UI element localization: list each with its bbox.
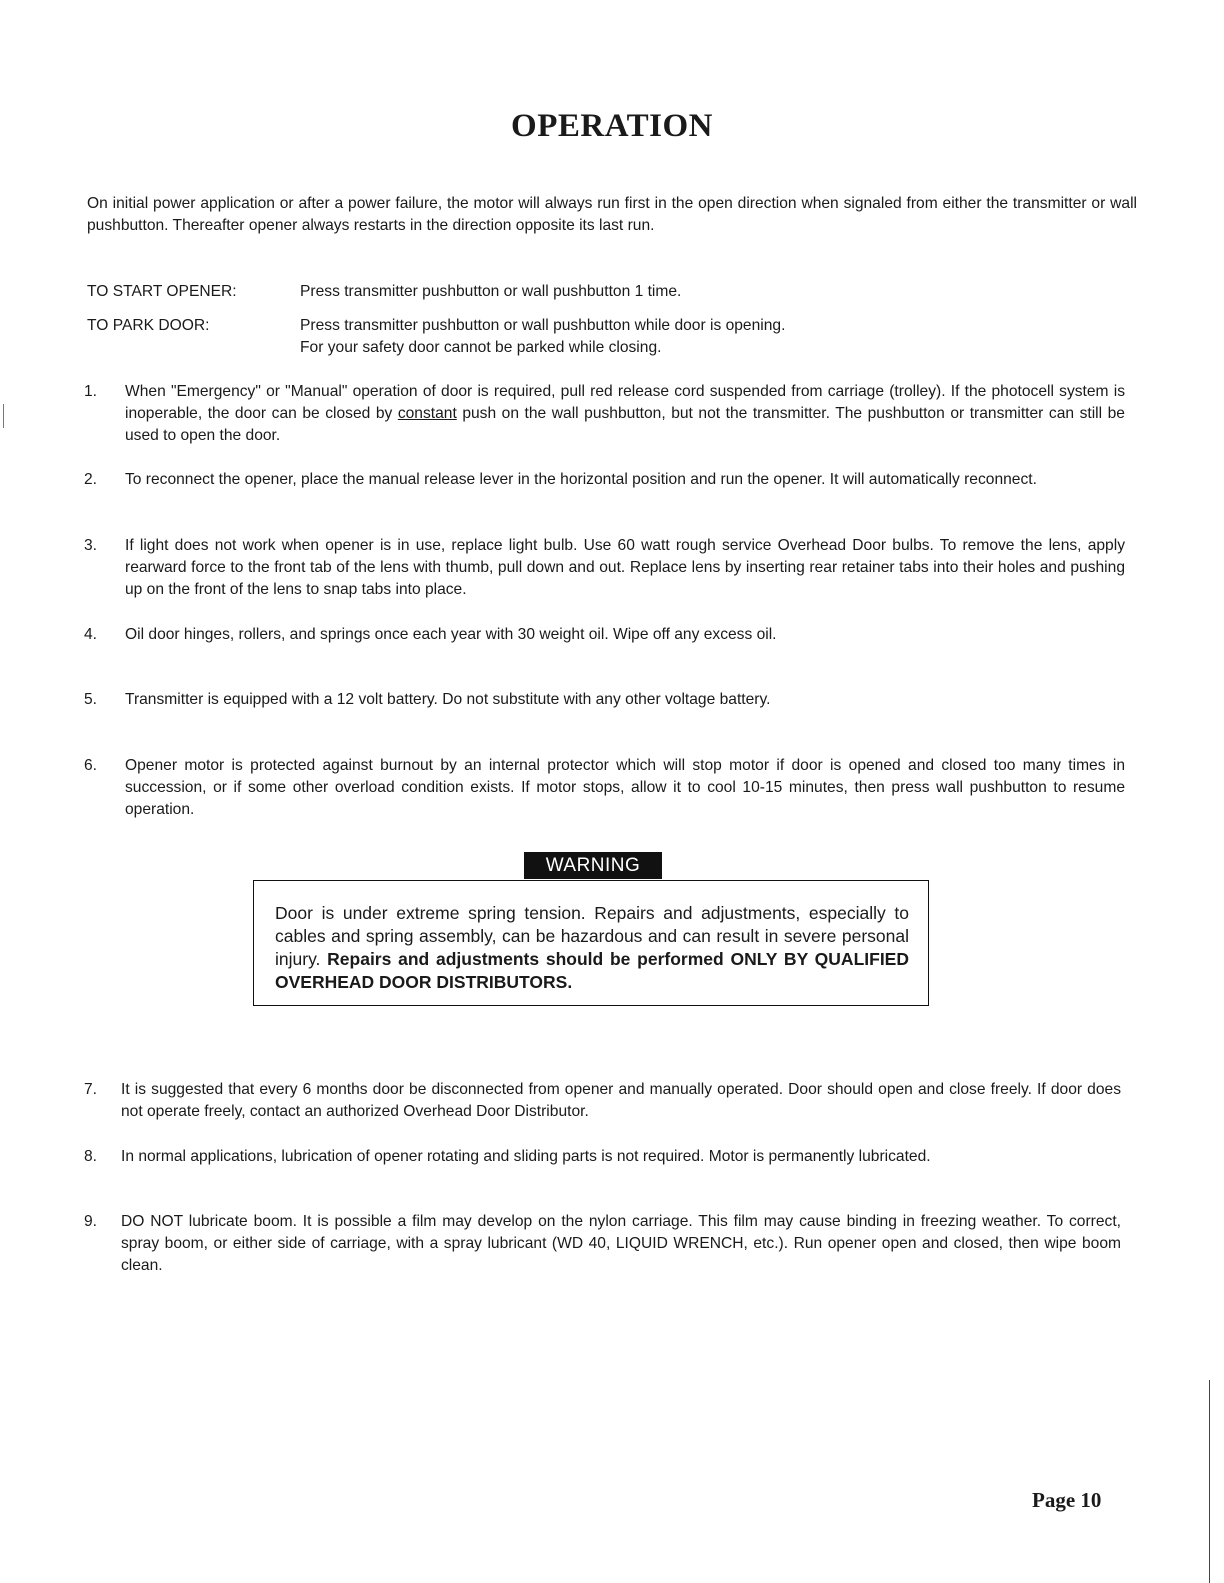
instruction-line: Press transmitter pushbutton or wall pushbutton while door is opening. <box>300 317 786 334</box>
item-text: Oil door hinges, rollers, and springs once each year with 30 weight oil. Wipe off any excess oil. <box>125 626 777 643</box>
instruction-label: TO START OPENER: <box>87 283 237 300</box>
item-text: If light does not work when opener is in use, replace light bulb. Use 60 watt rough service Overhead Door bulbs. To remove the lens, apply rearward force to the front tab of the lens with thumb, pull down and out. Replace lens by inserting rear retainer tabs into their holes and pushing up on the front of the lens to snap tabs into place. <box>125 537 1125 598</box>
item-text: DO NOT lubricate boom. It is possible a film may develop on the nylon carriage. This film may cause binding in freezing weather. To correct, spray boom, or either side of carriage, with a spray lubricant (WD 40, LIQUID WRENCH, etc.). Run opener open and closed, then wipe boom clean. <box>121 1213 1121 1274</box>
item-number: 7. <box>84 1081 98 1098</box>
item-number: 2. <box>84 471 98 488</box>
item-number: 4. <box>84 626 98 643</box>
warning-emphasis-caps: ONLY BY QUALIFIED OVERHEAD DOOR DISTRIBUTORS. <box>275 949 909 992</box>
scan-edge-line <box>1209 1380 1210 1583</box>
item-text: Opener motor is protected against burnout by an internal protector which will stop motor if door is opened and closed too many times in succession, or if some other overload condition exists. If motor stops, allow it to cool 10-15 minutes, then press wall pushbutton to resume operation. <box>125 757 1125 818</box>
warning-label: WARNING <box>524 852 662 879</box>
item-number: 5. <box>84 691 98 708</box>
emphasis-underline: constant <box>397 405 457 422</box>
intro-paragraph: On initial power application or after a power failure, the motor will always run first in the open direction when signaled from either the transmitter or wall pushbutton. Thereafter opener always restarts in the direction opposite its last run. <box>87 195 1137 234</box>
item-number: 1. <box>84 383 98 400</box>
instruction-label: TO PARK DOOR: <box>87 317 210 334</box>
warning-text: Door is under extreme spring tension. Repairs and adjustments, especially to cables and spring assembly, can be hazardous and can result in severe personal injury. Repairs and adjustments should be performed ONLY BY QUALIFIED OVERHEAD DOOR DISTRIBUTORS. <box>275 903 909 992</box>
page-title: OPERATION <box>511 108 713 144</box>
page-number: Page 10 <box>1032 1488 1102 1512</box>
instruction-text: Press transmitter pushbutton or wall pushbutton 1 time. <box>300 283 682 300</box>
item-text: When "Emergency" or "Manual" operation of door is required, pull red release cord suspended from carriage (trolley). If the photocell system is inoperable, the door can be closed by constant push on the wall pushbutton, but not the transmitter. The pushbutton or transmitter can still be used to open the door. <box>125 383 1125 444</box>
item-text: To reconnect the opener, place the manual release lever in the horizontal position and run the opener. It will automatically reconnect. <box>125 471 1037 488</box>
warning-box <box>253 880 929 1006</box>
item-text: In normal applications, lubrication of opener rotating and sliding parts is not required. Motor is permanently lubricated. <box>121 1148 931 1165</box>
item-number: 9. <box>84 1213 98 1230</box>
instruction-line: For your safety door cannot be parked while closing. <box>300 339 662 356</box>
item-text: It is suggested that every 6 months door be disconnected from opener and manually operated. Door should open and close freely. If door does not operate freely, contact an authorized Overhead Door Distributor. <box>121 1081 1121 1120</box>
item-number: 3. <box>84 537 98 554</box>
item-number: 6. <box>84 757 98 774</box>
scan-edge-mark <box>3 404 4 428</box>
item-number: 8. <box>84 1148 98 1165</box>
item-text: Transmitter is equipped with a 12 volt battery. Do not substitute with any other voltage battery. <box>125 691 771 708</box>
instruction-text <box>300 315 1140 359</box>
warning-emphasis: Repairs and adjustments should be performed <box>327 949 731 969</box>
